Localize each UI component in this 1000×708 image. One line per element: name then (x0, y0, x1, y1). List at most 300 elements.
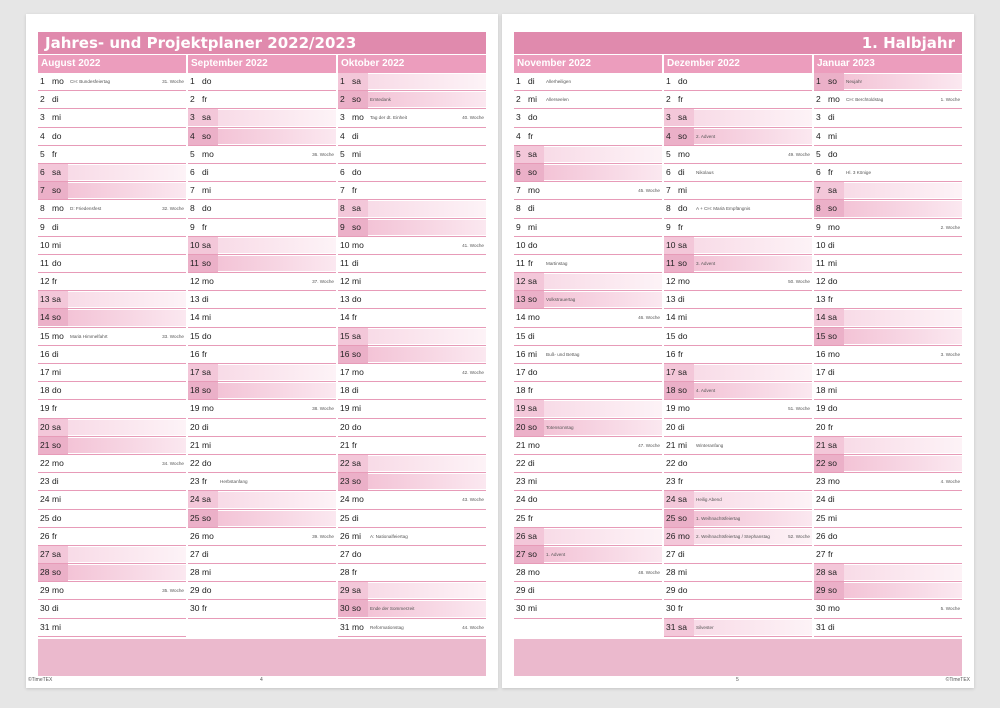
day-number: 12 (340, 276, 350, 287)
day-row (664, 564, 812, 582)
weekday: di (528, 330, 535, 341)
weekday: mi (828, 257, 837, 268)
weekday: do (202, 585, 212, 596)
day-number: 27 (190, 548, 200, 559)
weekday: do (352, 166, 362, 177)
weekday: di (528, 457, 535, 468)
weekday: di (828, 367, 835, 377)
weekend-fill (543, 274, 662, 289)
weekday: mi (678, 439, 687, 450)
day-row (38, 491, 186, 509)
day-row (188, 473, 336, 491)
month-header: August 2022 (38, 55, 186, 73)
weekday: so (677, 382, 694, 399)
day-row (664, 328, 812, 346)
weekday: sa (351, 582, 368, 599)
day-row (514, 491, 662, 509)
weekday: do (678, 76, 688, 86)
day-row (814, 91, 962, 109)
day-row (814, 419, 962, 437)
day-number: 25 (816, 512, 826, 523)
day-row (38, 419, 186, 437)
holiday-label: Totensonntag (546, 424, 574, 430)
day-row (188, 91, 336, 109)
weekend-fill (217, 110, 336, 125)
weekday: fr (678, 603, 684, 614)
day-row (664, 510, 812, 528)
day-row (338, 582, 486, 600)
holiday-label: A: Nationalfeiertag (370, 533, 408, 539)
day-number: 28 (190, 567, 200, 578)
day-number: 31 (664, 619, 678, 636)
day-number: 8 (814, 200, 828, 217)
day-row (188, 219, 336, 237)
day-row (38, 200, 186, 218)
holiday-label: Mariä Himmelfahrt (70, 333, 108, 339)
day-row (38, 600, 186, 618)
weekday: fr (678, 94, 684, 105)
weekday: do (352, 421, 362, 432)
day-number: 20 (340, 421, 350, 432)
weekday: sa (351, 200, 368, 217)
day-row (514, 109, 662, 127)
day-number: 19 (190, 403, 200, 414)
weekday: mi (352, 276, 361, 287)
weekend-fill (67, 565, 186, 580)
day-number: 2 (190, 94, 195, 105)
holiday-label: 3. Advent (696, 260, 716, 266)
day-row (514, 382, 662, 400)
day-row (814, 164, 962, 182)
day-number: 9 (190, 221, 195, 232)
weekday: mi (202, 567, 211, 578)
day-row (664, 73, 812, 91)
weekday: mi (528, 476, 537, 487)
day-row (188, 346, 336, 364)
weekday: do (52, 512, 62, 523)
weekday: fr (828, 166, 834, 177)
day-row (188, 600, 336, 618)
day-number: 24 (40, 494, 50, 505)
day-number: 26 (664, 528, 678, 545)
weekday: so (201, 128, 218, 145)
day-number: 9 (40, 221, 45, 232)
day-number: 12 (190, 276, 200, 287)
weekday: mo (528, 567, 540, 578)
day-row (338, 164, 486, 182)
weekday: mi (52, 621, 61, 632)
day-row (814, 328, 962, 346)
weekday: mi (528, 348, 537, 359)
day-number: 28 (814, 564, 828, 581)
day-row (664, 364, 812, 382)
weekend-fill (543, 529, 662, 544)
day-number: 8 (190, 203, 195, 214)
day-number: 1 (814, 73, 828, 90)
weekday: mo (828, 348, 840, 359)
week-number: 46. Woche (638, 315, 660, 321)
holiday-label: CH: Berchtoldstag (846, 97, 884, 103)
day-row (664, 109, 812, 127)
holiday-label: 2. Weihnachtsfeiertag / Stephanstag (696, 533, 770, 539)
weekday: do (828, 403, 838, 414)
weekday: sa (51, 419, 68, 436)
day-row (188, 382, 336, 400)
day-row (514, 364, 662, 382)
weekend-fill (843, 183, 962, 198)
weekday: do (202, 330, 212, 341)
day-row (338, 473, 486, 491)
day-number: 21 (38, 437, 52, 454)
right-page (502, 14, 974, 688)
day-number: 16 (516, 348, 526, 359)
weekend-fill (217, 365, 336, 380)
day-number: 17 (516, 367, 526, 377)
weekday: mi (678, 185, 687, 196)
day-row (814, 473, 962, 491)
day-number: 20 (666, 421, 676, 432)
day-number: 16 (816, 348, 826, 359)
weekend-fill (367, 347, 486, 362)
day-row (664, 619, 812, 637)
day-row (188, 400, 336, 418)
day-number: 7 (516, 185, 521, 196)
day-row (814, 291, 962, 309)
weekend-fill (367, 329, 486, 344)
day-row (188, 291, 336, 309)
weekday: sa (827, 182, 844, 199)
weekday: sa (527, 400, 544, 417)
day-number: 18 (816, 385, 826, 396)
weekday: do (528, 112, 538, 123)
holiday-label: 2. Advent (696, 133, 716, 139)
weekday: mo (52, 203, 64, 214)
day-number: 5 (40, 148, 45, 159)
weekend-fill (843, 201, 962, 216)
day-number: 27 (38, 546, 52, 563)
weekend-fill (367, 220, 486, 235)
weekday: so (351, 473, 368, 490)
day-row (664, 128, 812, 146)
day-number: 25 (664, 510, 678, 527)
day-row (514, 600, 662, 618)
day-number: 3 (340, 112, 345, 123)
day-number: 14 (340, 312, 350, 323)
weekday: di (828, 112, 835, 123)
day-row (188, 364, 336, 382)
weekend-fill (67, 420, 186, 435)
day-row (514, 419, 662, 437)
day-number: 29 (516, 585, 526, 596)
day-number: 21 (666, 439, 676, 450)
weekday: so (201, 255, 218, 272)
day-row (814, 309, 962, 327)
holiday-label: CH: Bundesfeiertag (70, 79, 111, 84)
weekday: mo (52, 457, 64, 468)
day-row (38, 146, 186, 164)
weekday: sa (351, 455, 368, 472)
month-header: Januar 2023 (814, 55, 962, 73)
day-row (814, 182, 962, 200)
day-number: 24 (664, 491, 678, 508)
week-number: 39. Woche (312, 533, 334, 539)
holiday-label: Hl. 3 Könige (846, 169, 872, 175)
weekday: so (351, 600, 368, 617)
weekday: do (528, 367, 538, 377)
day-row (338, 455, 486, 473)
week-number: 33. Woche (162, 333, 184, 339)
day-row (814, 582, 962, 600)
day-number: 20 (190, 421, 200, 432)
day-number: 27 (514, 546, 528, 563)
weekday: do (828, 530, 838, 541)
day-row (338, 219, 486, 237)
day-number: 29 (40, 585, 50, 596)
holiday-label: Nikolaus (696, 169, 714, 175)
weekend-fill (543, 401, 662, 416)
day-number: 23 (338, 473, 352, 490)
day-number: 25 (516, 512, 526, 523)
weekday: mo (678, 403, 690, 414)
day-row (38, 182, 186, 200)
day-row (38, 382, 186, 400)
day-number: 7 (38, 182, 52, 199)
day-row (664, 219, 812, 237)
weekday: do (202, 76, 212, 86)
day-row (338, 564, 486, 582)
weekday: mo (528, 439, 540, 450)
day-number: 10 (40, 239, 50, 250)
day-number: 25 (188, 510, 202, 527)
holiday-label: Volkstrauertag (546, 297, 576, 303)
day-row (514, 200, 662, 218)
day-number: 12 (816, 276, 826, 287)
weekday: sa (51, 291, 68, 308)
day-row (664, 455, 812, 473)
day-number: 18 (516, 385, 526, 396)
holiday-label: Erntedank (370, 97, 391, 103)
weekday: so (51, 437, 68, 454)
day-number: 4 (816, 130, 821, 141)
weekday: do (52, 385, 62, 396)
day-row (664, 200, 812, 218)
day-row (338, 328, 486, 346)
day-number: 11 (340, 257, 349, 268)
day-number: 19 (666, 403, 676, 414)
weekday: mo (677, 528, 694, 545)
day-row (514, 291, 662, 309)
weekday: mo (202, 148, 214, 159)
day-row (188, 419, 336, 437)
weekday: mo (528, 312, 540, 323)
weekday: mo (52, 76, 64, 86)
weekday: fr (528, 512, 534, 523)
weekday: mi (678, 312, 687, 323)
day-number: 7 (340, 185, 345, 196)
day-row (38, 510, 186, 528)
weekday: fr (828, 294, 834, 305)
day-row (514, 91, 662, 109)
day-row (664, 528, 812, 546)
weekend-fill (217, 492, 336, 507)
day-number: 6 (816, 166, 821, 177)
day-number: 7 (190, 185, 195, 196)
day-number: 11 (516, 257, 525, 268)
day-number: 15 (338, 328, 352, 345)
weekday: so (827, 328, 844, 345)
day-row (188, 273, 336, 291)
weekend-fill (693, 365, 812, 380)
day-number: 7 (666, 185, 671, 196)
day-row (38, 255, 186, 273)
day-row (664, 600, 812, 618)
holiday-label: 1. Weihnachtsfeiertag (696, 515, 741, 521)
weekday: mo (528, 185, 540, 196)
day-row (664, 582, 812, 600)
day-row (664, 91, 812, 109)
day-row (814, 128, 962, 146)
weekend-fill (843, 456, 962, 471)
day-number: 26 (514, 528, 528, 545)
weekend-fill (217, 383, 336, 398)
week-number: 32. Woche (162, 206, 184, 212)
weekday: mi (52, 367, 61, 377)
day-number: 6 (514, 164, 528, 181)
week-number: 3. Woche (940, 351, 960, 357)
day-row (188, 328, 336, 346)
weekday: di (828, 494, 835, 505)
day-number: 4 (188, 128, 202, 145)
day-number: 29 (666, 585, 676, 596)
day-row (38, 455, 186, 473)
day-row (664, 182, 812, 200)
day-number: 4 (516, 130, 521, 141)
day-number: 10 (816, 239, 826, 250)
day-row (338, 146, 486, 164)
weekday: mo (52, 330, 64, 341)
week-number: 35. Woche (162, 588, 184, 594)
day-number: 23 (40, 476, 50, 487)
day-row (338, 109, 486, 127)
day-row (38, 291, 186, 309)
day-number: 14 (814, 309, 828, 326)
weekday: fr (202, 348, 208, 359)
weekday: di (52, 476, 59, 487)
day-number: 12 (666, 276, 676, 287)
weekday: sa (677, 237, 694, 254)
weekend-fill (217, 238, 336, 253)
weekend-fill (843, 310, 962, 325)
day-row (338, 309, 486, 327)
day-row (814, 346, 962, 364)
day-row (38, 273, 186, 291)
day-number: 3 (188, 109, 202, 126)
day-row (338, 619, 486, 637)
day-row (338, 600, 486, 618)
week-number: 48. Woche (638, 570, 660, 576)
day-number: 2 (516, 94, 521, 105)
weekday: do (352, 548, 362, 559)
week-number: 41. Woche (462, 242, 484, 248)
day-number: 4 (40, 130, 45, 141)
day-number: 15 (40, 330, 50, 341)
holiday-label: 1. Advent (546, 551, 566, 557)
day-row (188, 455, 336, 473)
weekday: do (678, 585, 688, 596)
weekday: do (528, 494, 538, 505)
day-number: 5 (666, 148, 671, 159)
weekend-fill (543, 165, 662, 180)
day-number: 21 (190, 439, 200, 450)
weekday: sa (351, 328, 368, 345)
weekday: mo (202, 530, 214, 541)
day-row (814, 437, 962, 455)
weekday: so (201, 510, 218, 527)
day-number: 31 (340, 621, 350, 632)
day-row (514, 273, 662, 291)
weekday: di (528, 585, 535, 596)
weekday: di (202, 294, 209, 305)
day-row (514, 237, 662, 255)
day-row (38, 528, 186, 546)
day-number: 4 (340, 130, 345, 141)
day-number: 6 (190, 166, 195, 177)
weekday: di (678, 421, 685, 432)
day-number: 12 (40, 276, 50, 287)
day-row (338, 200, 486, 218)
day-row (814, 455, 962, 473)
page-title: Jahres- und Projektplaner 2022/2023 (38, 32, 486, 54)
day-number: 21 (516, 439, 526, 450)
day-number: 16 (666, 348, 676, 359)
day-number: 30 (516, 603, 526, 614)
day-number: 29 (190, 585, 200, 596)
day-number: 12 (514, 273, 528, 290)
day-row (664, 255, 812, 273)
day-number: 19 (816, 403, 826, 414)
weekend-fill (217, 256, 336, 271)
day-row (664, 491, 812, 509)
day-number: 21 (340, 439, 350, 450)
day-row (38, 91, 186, 109)
day-row (338, 364, 486, 382)
holiday-label: Ende der Sommerzeit (370, 606, 415, 612)
weekend-fill (67, 310, 186, 325)
day-row (188, 437, 336, 455)
weekday: so (527, 164, 544, 181)
weekday: sa (527, 528, 544, 545)
weekday: di (678, 548, 685, 559)
weekday: mi (828, 130, 837, 141)
weekend-fill (367, 74, 486, 89)
weekday: mi (202, 185, 211, 196)
weekday: di (202, 166, 209, 177)
day-number: 14 (190, 312, 200, 323)
day-number: 28 (666, 567, 676, 578)
day-number: 11 (40, 257, 49, 268)
holiday-label: Allerseelen (546, 97, 569, 103)
day-number: 5 (514, 146, 528, 163)
weekday: mi (528, 221, 537, 232)
day-number: 27 (666, 548, 676, 559)
day-row (514, 182, 662, 200)
day-number: 24 (340, 494, 350, 505)
publisher-mark: ©TimeTEX (945, 677, 970, 683)
weekday: so (51, 564, 68, 581)
month-header: September 2022 (188, 55, 336, 73)
day-row (514, 73, 662, 91)
weekday: mo (678, 276, 690, 287)
